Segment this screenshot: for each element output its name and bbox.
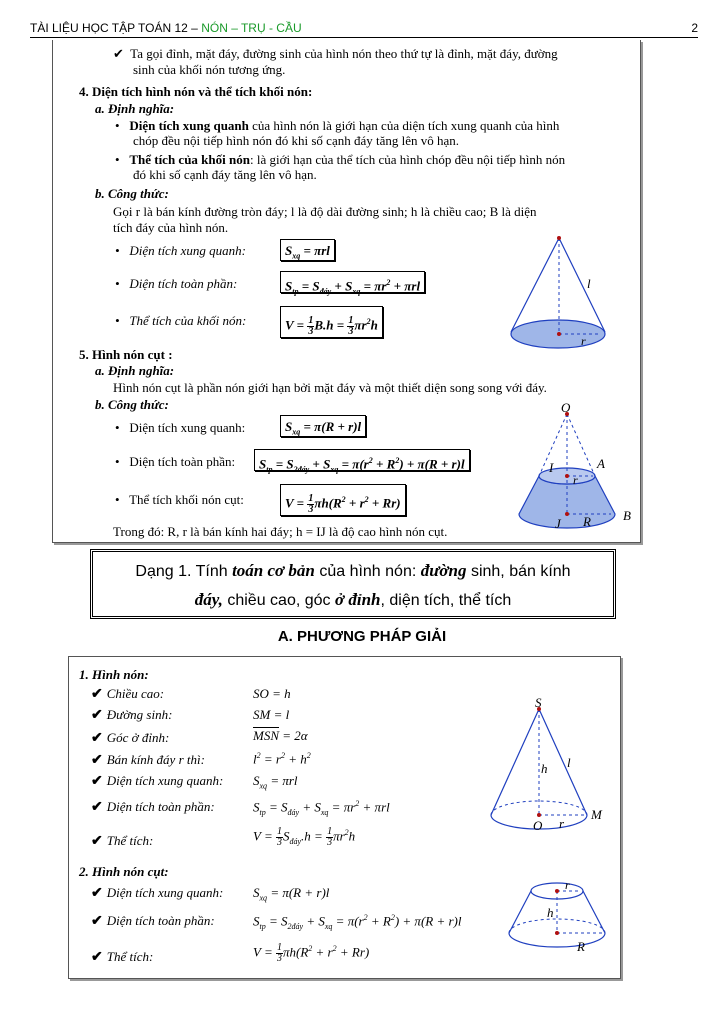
formula-sxq: $S_{xq} = \pi rl$	[280, 239, 335, 261]
formula-frustum-stp-summary: $S_{tp} = S_{2đáy} + S_{xq} = \pi(r^2 + R^2) + \pi(R + r)l$	[253, 913, 462, 931]
cone-label-r: r	[581, 334, 586, 348]
problem-type-line1: Dạng 1. Tính toán cơ bản của hình nón: đường sinh, bán kính	[135, 561, 571, 580]
formula-volume-summary: V = $\frac{1}{3}$ $S_{đáy}.h$ = $\frac{1}{3}$ $\pi r^2h$	[253, 826, 356, 848]
cone2-label-O: O	[533, 818, 543, 833]
cone2-label-M: M	[591, 807, 602, 822]
section-a-title: A. PHƯƠNG PHÁP GIẢI	[277, 628, 447, 645]
formula-label-volume: • Thể tích của khối nón:	[115, 313, 247, 328]
formula-label-frustum-sxq: • Diện tích xung quanh:	[115, 420, 246, 435]
cone-summary-figure	[481, 697, 611, 837]
cone2-label-r: r	[559, 816, 565, 831]
fr2-top-center	[555, 889, 559, 893]
formula-frustum-volume: V = $\frac{1}{3}$ $\pi h(R^2 + r^2 + Rr)$	[280, 484, 406, 516]
frustum-label-r: r	[573, 473, 578, 487]
header-title: TÀI LIỆU HỌC TẬP TOÁN 12 – NÓN – TRỤ - CẦU	[30, 21, 302, 35]
frustum-figure	[511, 400, 641, 542]
fr2-label-r: r	[565, 878, 570, 892]
cone-apex	[557, 236, 561, 240]
formula-frustum-sxq-summary: $S_{xq} = \pi(R + r)l$	[253, 885, 330, 903]
frustum-label-A: A	[597, 456, 605, 471]
formula-label-frustum-stp: • Diện tích toàn phần:	[115, 454, 236, 469]
frustum-label-J: J	[555, 516, 561, 531]
formula-angle: $\overline{MSN} = 2\alpha$	[253, 728, 308, 743]
cone2-label-h: h	[541, 761, 548, 776]
fr2-bottom-center	[555, 931, 559, 935]
fr2-label-h: h	[547, 905, 554, 920]
frustum-note: Trong đó: R, r là bán kính hai đáy; h = IJ là độ cao hình nón cụt.	[113, 524, 448, 539]
cone-label-l: l	[587, 276, 591, 291]
formula-label-stp: • Diện tích toàn phần:	[115, 276, 238, 291]
frustum-label-I: I	[549, 460, 554, 475]
fr2-base-front	[509, 933, 605, 947]
check-line: ✔ Ta gọi đỉnh, mặt đáy, đường sinh của hình nón theo thứ tự là đỉnh, mặt đáy, đường	[113, 46, 558, 61]
frustum-summary-figure	[505, 875, 615, 957]
fr2-right-edge	[583, 891, 605, 933]
formula-stp-summary: $S_{tp} = S_{đáy} + S_{xq} = \pi r^2 + \pi rl$	[253, 799, 390, 817]
fr2-left-edge	[509, 891, 531, 933]
formula-volume: V = $\frac{1}{3}$ B.h = $\frac{1}{3}$ $\pi r^2h$	[280, 306, 383, 338]
formula-frustum-stp: $S_{tp} = S_{2đáy} + S_{xq} = \pi(r^2 + R^2) + \pi(R + r)l$	[254, 449, 470, 471]
bullet-volume: • Thể tích của khối nón: là giới hạn của thể tích của hình chóp đều nội tiếp hình nón	[115, 152, 566, 167]
page-number: 2	[691, 21, 698, 35]
formula-pythag: $l^2 = r^2 + h^2$	[253, 751, 311, 767]
cone2-center	[537, 813, 541, 817]
frustum-apex-right	[567, 414, 595, 476]
frustum-label-R: R	[583, 514, 591, 529]
cone2-left-edge	[491, 709, 539, 815]
frustum-top-center	[565, 474, 569, 478]
cone2-label-S: S	[535, 697, 542, 710]
section-4-title: 4. Diện tích hình nón và thể tích khối nón:	[79, 84, 313, 99]
formula-label-sxq: • Diện tích xung quanh:	[115, 243, 246, 258]
formula-height: SO = h	[253, 686, 291, 701]
frustum-label-O: O	[561, 400, 571, 415]
formula-slant: SM = l	[253, 707, 290, 722]
fr2-label-R: R	[577, 939, 585, 954]
formula-frustum-sxq: $S_{xq} = \pi(R + r)l$	[280, 415, 366, 437]
formula-sxq-summary: $S_{xq} = \pi rl$	[253, 773, 298, 791]
formula-frustum-volume-summary: V = $\frac{1}{3}$ $\pi h(R^2 + r^2 + Rr)$	[253, 942, 370, 964]
frustum-label-B: B	[623, 508, 631, 523]
frustum-bottom-center	[565, 512, 569, 516]
cone-figure	[505, 230, 615, 356]
cone-center	[557, 332, 561, 336]
summary-box: 1. Hình nón: ✔ Chiều cao: SO = h ✔ Đường sinh: SM = l ✔ Góc ở đỉnh: $\overline{MSN} = 2\alpha$ ✔ Bán kính đáy r thì: $l^2 = r^2 + h^2$ ✔ Diện tích xung quanh: $S_{xq} = \pi rl$ ✔ Diện tích toàn phần: $S_{tp} = S_{đáy} + S_{xq} = \pi r^2 + \pi rl$ ✔ Thể tích: V = $\frac{1}{3}$ $S_{đáy}.h$ = $\frac{1}{3}$ $\pi r^2h$ 2. Hình nón cụt: ✔ Diện tích xung quanh: $S_{xq} = \pi(R + r)l$ ✔ Diện tích toàn phần: $S_{tp} = S_{2đáy} + S_{xq} = \pi(r^2 + R^2) + \pi(R + r)l$ ✔ Thể tích: V = $\frac{1}{3}$ $\pi h(R^2 + r^2 + Rr)$ S h l O r M r h R	[68, 656, 621, 979]
problem-type-line2: đáy, chiều cao, góc ở đỉnh, diện tích, thể tích	[194, 590, 512, 609]
formula-label-frustum-volume: • Thể tích khối nón cụt:	[115, 492, 244, 507]
bullet-sxq: • Diện tích xung quanh của hình nón là giới hạn của diện tích xung quanh của hình	[115, 118, 560, 133]
formula-stp: $S_{tp} = S_{đáy} + S_{xq} = \pi r^2 + \pi rl$	[280, 271, 425, 293]
cone-left-edge	[511, 238, 559, 332]
section-5-title: 5. Hình nón cụt :	[79, 347, 173, 362]
page-header	[30, 20, 698, 38]
problem-type-box	[90, 549, 616, 619]
theory-box: ✔ Ta gọi đỉnh, mặt đáy, đường sinh của hình nón theo thứ tự là đỉnh, mặt đáy, đường sinh của khối nón tương ứng. 4. Diện tích hình nón và thể tích khối nón: a. Định nghĩa: • Diện tích xung quanh của hình nón là giới hạn của diện tích xung quanh của hình chóp đều nội tiếp hình nón đó khi số cạnh đáy tăng lên vô hạn. • Thể tích của khối nón: là giới hạn của thể tích của hình chóp đều nội tiếp hình nón đó khi số cạnh đáy tăng lên vô hạn. b. Công thức: Gọi r là bán kính đường tròn đáy; l là độ dài đường sinh; h là chiều cao; B là diện tích đáy của hình nón. • Diện tích xung quanh: $S_{xq} = \pi rl$ • Diện tích toàn phần: $S_{tp} = S_{đáy} + S_{xq} = \pi r^2 + \pi rl$ • Thể tích của khối nón: V = $\frac{1}{3}$ B.h = $\frac{1}{3}$ $\pi r^2h$ 5. Hình nón cụt : a. Định nghĩa: Hình nón cụt là phần nón giới hạn bởi mặt đáy và một thiết diện song song với đáy. b. Công thức: • Diện tích xung quanh: $S_{xq} = \pi(R + r)l$ • Diện tích toàn phần: $S_{tp} = S_{2đáy} + S_{xq} = \pi(r^2 + R^2) + \pi(R + r)l$ • Thể tích khối nón cụt: V = $\frac{1}{3}$ $\pi h(R^2 + r^2 + Rr)$ Trong đó: R, r là bán kính hai đáy; h = IJ là độ cao hình nón cụt. l r O I A r J R B	[52, 40, 641, 543]
cone2-label-l: l	[567, 755, 571, 770]
cone-right-edge	[559, 238, 605, 332]
